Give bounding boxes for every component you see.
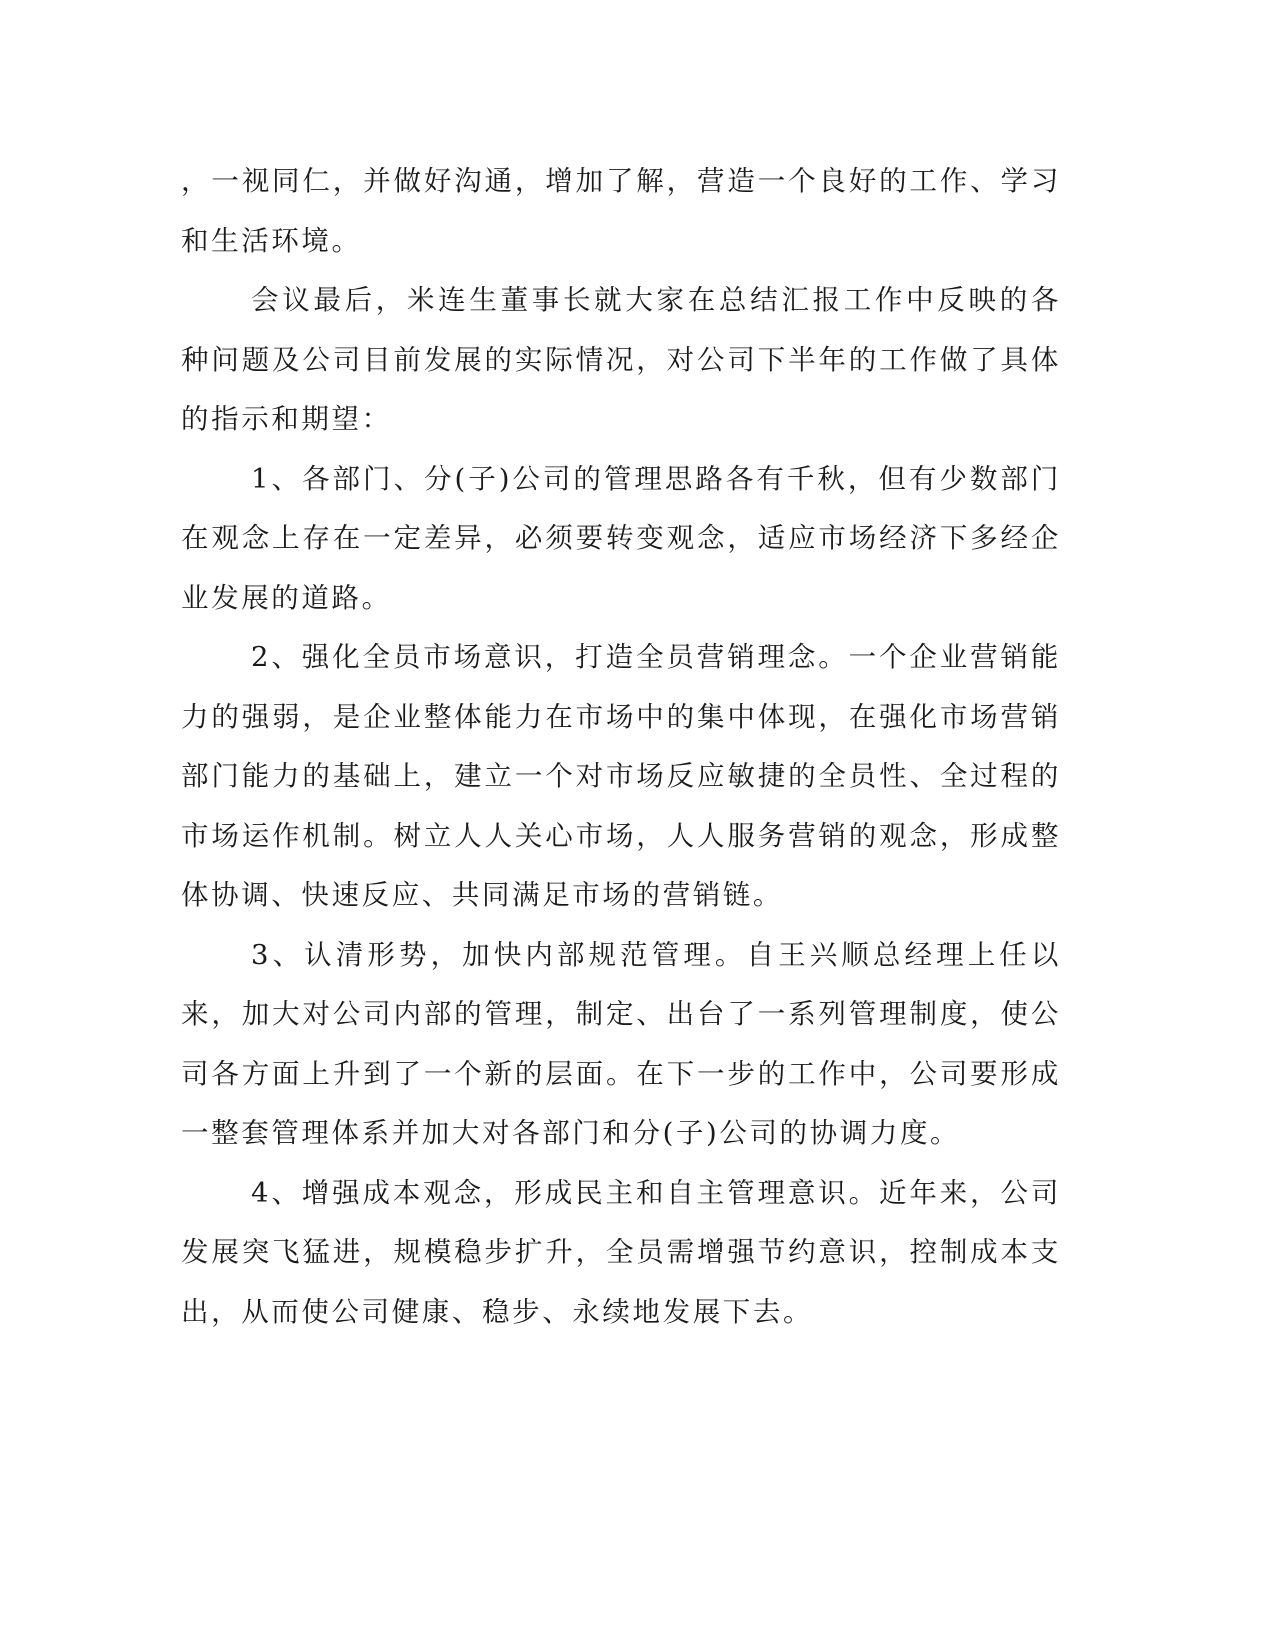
paragraph-item-3: 3、认清形势，加快内部规范管理。自王兴顺总经理上任以来，加大对公司内部的管理，制定、出台了一系列管理制度，使公司各方面上升到了一个新的层面。在下一步的工作中，公司要形成一整套管理体系并加大对各部门和分(子)公司的协调力度。 [181, 938, 1061, 1149]
paragraph-item-2: 2、强化全员市场意识，打造全员营销理念。一个企业营销能力的强弱，是企业整体能力在市场中的集中体现，在强化市场营销部门能力的基础上，建立一个对市场反应敏捷的全员性、全过程的市场运作机制。树立人人关心市场，人人服务营销的观念，形成整体协调、快速反应、共同满足市场的营销链。 [181, 641, 1061, 911]
paragraph-item-1: 1、各部门、分(子)公司的管理思路各有千秋，但有少数部门在观念上存在一定差异，必须要转变观念，适应市场经济下多经企业发展的道路。 [181, 462, 1061, 614]
paragraph-continuation: ，一视同仁，并做好沟通，增加了解，营造一个良好的工作、学习和生活环境。 [181, 165, 1061, 257]
paragraph-meeting-conclusion: 会议最后，米连生董事长就大家在总结汇报工作中反映的各种问题及公司目前发展的实际情况，对公司下半年的工作做了具体的指示和期望： [181, 284, 1061, 435]
paragraph-item-4: 4、增强成本观念，形成民主和自主管理意识。近年来，公司发展突飞猛进，规模稳步扩升，全员需增强节约意识，控制成本支出，从而使公司健康、稳步、永续地发展下去。 [181, 1176, 1061, 1328]
document-body [181, 152, 1061, 1342]
